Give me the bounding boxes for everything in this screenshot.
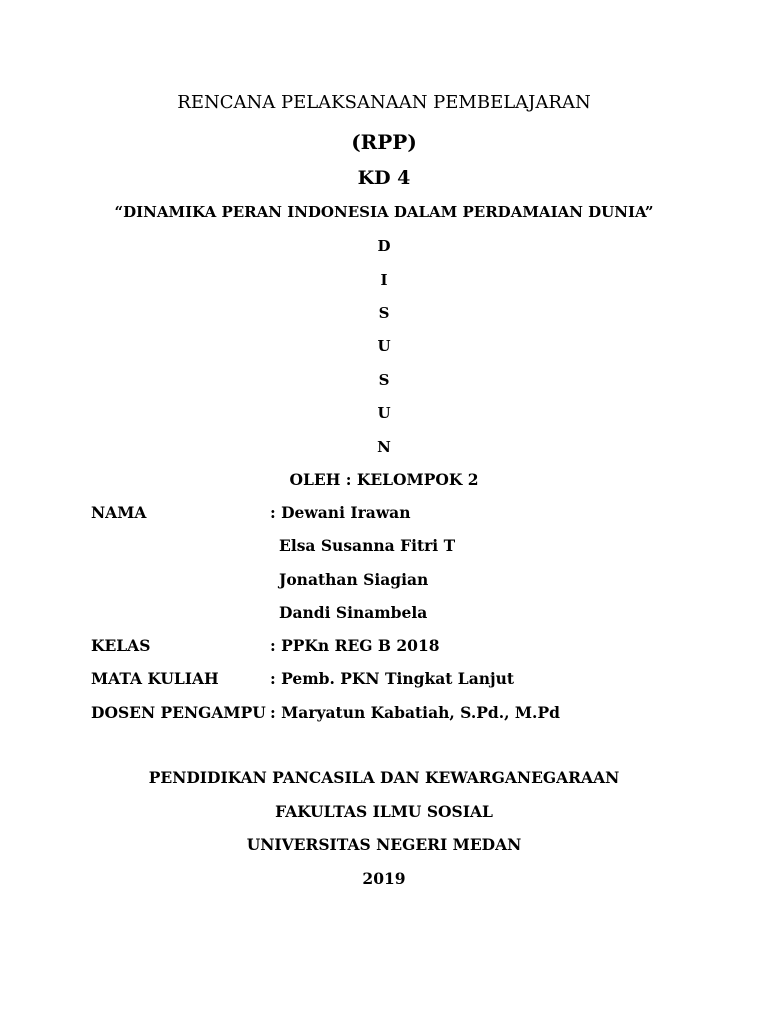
nama-value: Dandi Sinambela — [279, 603, 428, 622]
document-subtitle-rpp: (RPP) — [351, 130, 417, 154]
disusun-letter: N — [377, 438, 391, 456]
disusun-letter: U — [377, 337, 391, 355]
disusun-letter: S — [378, 304, 390, 322]
disusun-letter: U — [377, 404, 391, 422]
kelas-label: KELAS — [91, 636, 151, 655]
dosen-label: DOSEN PENGAMPU — [91, 703, 266, 722]
mata-kuliah-value: : Pemb. PKN Tingkat Lanjut — [270, 669, 515, 688]
mata-kuliah-label: MATA KULIAH — [91, 669, 219, 688]
disusun-letter: I — [380, 271, 388, 289]
nama-value: Elsa Susanna Fitri T — [279, 536, 456, 555]
group-label: OLEH : KELOMPOK 2 — [289, 470, 479, 489]
nama-value: : Dewani Irawan — [270, 503, 411, 522]
program-name: PENDIDIKAN PANCASILA DAN KEWARGANEGARAAN — [148, 768, 620, 787]
year: 2019 — [362, 869, 406, 888]
nama-label: NAMA — [91, 503, 147, 522]
disusun-letter: D — [377, 237, 391, 255]
document-kd: KD 4 — [357, 167, 411, 189]
nama-value: Jonathan Siagian — [279, 570, 429, 589]
dosen-value: : Maryatun Kabatiah, S.Pd., M.Pd — [270, 703, 560, 722]
faculty-name: FAKULTAS ILMU SOSIAL — [275, 802, 493, 821]
document-title: RENCANA PELAKSANAAN PEMBELAJARAN — [177, 92, 591, 113]
disusun-letter: S — [378, 371, 390, 389]
university-name: UNIVERSITAS NEGERI MEDAN — [246, 835, 522, 854]
document-topic: “DINAMIKA PERAN INDONESIA DALAM PERDAMAIAN DUNIA” — [114, 203, 654, 221]
kelas-value: : PPKn REG B 2018 — [270, 636, 440, 655]
